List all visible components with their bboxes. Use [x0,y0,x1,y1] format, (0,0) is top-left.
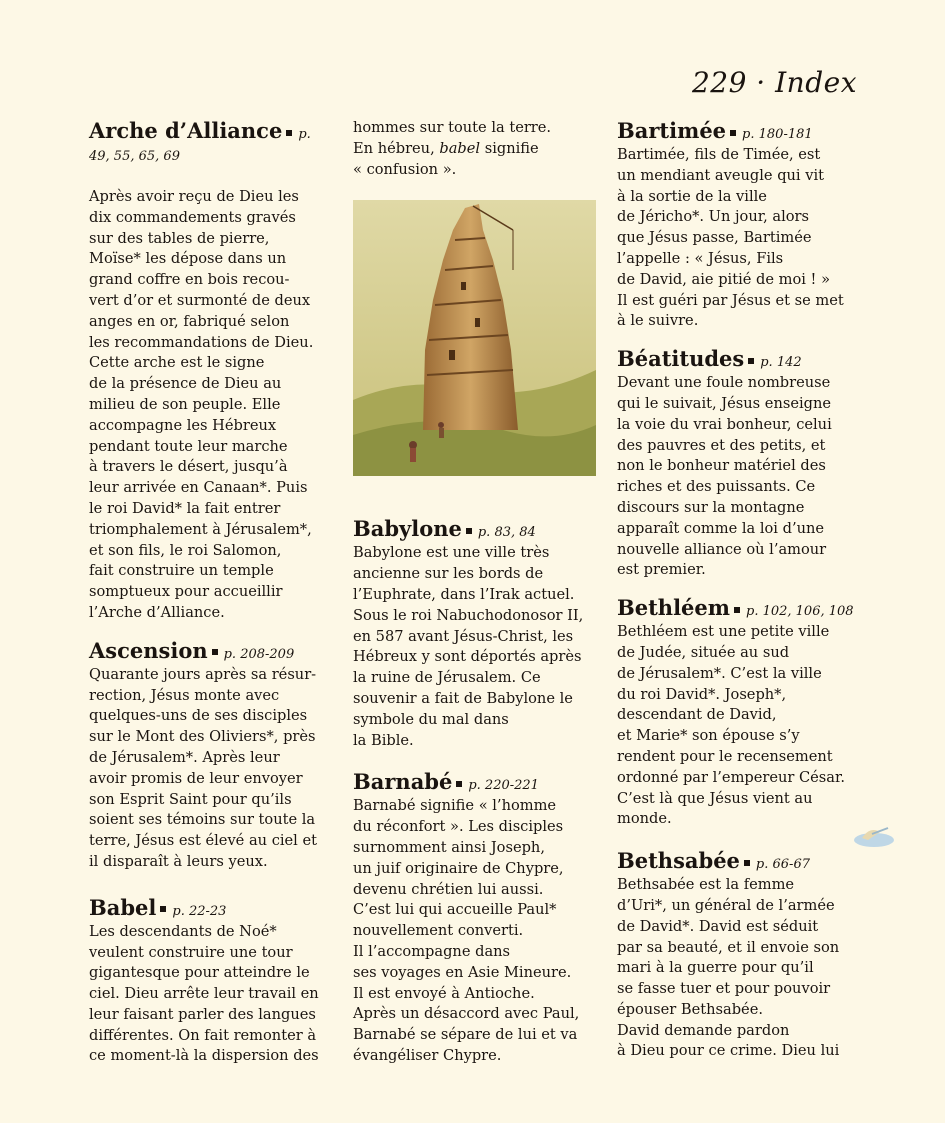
entry-title: Barnabé [353,769,453,795]
page-reference: p. 220-221 [468,778,539,794]
entry-title: Béatitudes [617,346,745,372]
page-reference: p. 180-181 [742,127,813,142]
entry-body: Bartimée, fils de Timée, est un mendiant aveugle qui vit à la sortie de la ville de Jéricho*. Un jour, alors que Jésus passe, Bartimée l’appelle : « Jésus, Fils de David, aie pitié de moi ! » Il est guéri par Jésus et se met à le suivre. [617,146,844,330]
bullet-icon [160,906,166,912]
page-reference: p. 102, 106, 108 [746,604,854,620]
column-1 [89,118,331,1081]
entry-bethleem [617,595,859,830]
entry-title: Babel [89,894,157,920]
column-3 [617,118,859,1076]
angel-ornament-icon [850,822,898,850]
entry-babylone [353,516,598,751]
entry-body: Quarante jours après sa résur- rection, Jésus monte avec quelques-uns de ses disciples sur le Mont des Oliviers*, près de Jérusalem*. Après leur avoir promis de leur envoyer son Esprit Saint pour qu’ils soient ses témoins sur toute la terre, Jésus est élevé au ciel et il disparaît à leurs yeux. [89,665,317,870]
bullet-icon [466,528,472,534]
bullet-icon [456,781,462,787]
bullet-icon [734,607,740,613]
page-header [692,66,857,99]
bullet-icon [286,130,292,136]
entry-babel [89,895,331,1068]
entry-body: Les descendants de Noé* veulent construire une tour gigantesque pour atteindre le ciel. Dieu arrête leur travail en leur faisant parler des langues différentes. On fait remonter à ce moment-là la dispersion des [89,922,319,1065]
entry-beatitudes [617,346,859,581]
italic-term: babel [439,139,481,157]
entry-title: Ascension [89,637,208,663]
bullet-icon [212,649,218,655]
body-text: hommes sur toute la terre. En hébreu, [353,119,552,157]
entry-body-continued [353,118,598,180]
entry-body: Devant une foule nombreuse qui le suivait, Jésus enseigne la voie du vrai bonheur, celui des pauvres et des petits, et non le bonheur matériel des riches et des puissants. Ce discours sur la montagne apparaît comme la loi d’une nouvelle alliance où l’amour est premier. [617,374,832,579]
tower-of-babel-image [353,200,596,476]
section-title: Index [775,66,857,99]
entry-title: Arche d’Alliance [89,118,283,143]
entry-body: Bethléem est une petite ville de Judée, située au sud de Jérusalem*. C’est la ville du roi David*. Joseph*, descendant de David, et Marie* son épouse s’y rendent pour le recensement ordonné par l’empereur César. C’est là que Jésus vient au monde. [617,623,846,828]
entry-body: Après avoir reçu de Dieu les dix commandements gravés sur des tables de pierre, Moïse* les dépose dans un grand coffre en bois recou- vert d’or et surmonté de deux anges en or, fabriqué selon les recommandations de Dieu. Cette arche est le signe de la présence de Dieu au milieu de son peuple. Elle accompagne les Hébreux pendant toute leur marche à travers le désert, jusqu’à leur arrivée en Canaan*. Puis le roi David* la fait entrer triomphalement à Jérusalem*, et son fils, le roi Salomon, fait construire un temple somptueux pour accueillir l’Arche d’Alliance. [89,188,314,621]
page-reference: p. 83, 84 [477,525,536,541]
page-reference: p. 66-67 [755,857,810,873]
page-reference: p. 22-23 [172,903,227,919]
entry-title: Bethléem [617,595,730,621]
column-2 [353,118,598,1081]
body-text: signifie « confusion ». [353,139,539,178]
bullet-icon [744,860,750,866]
entry-title: Bartimée [617,118,727,143]
page-reference: p. 49, 55, 65, 69 [89,127,311,164]
page-number: 229 [691,66,747,99]
page-reference: p. 208-209 [223,646,295,662]
entry-body: Babylone est une ville très ancienne sur les bords de l’Euphrate, dans l’Irak actuel. Sous le roi Nabuchodonosor II, en 587 avant Jésus-Christ, les Hébreux y sont déportés après la ruine de Jérusalem. Ce souvenir a fait de Babylone le symbole du mal dans la Bible. [353,544,584,749]
entry-title: Bethsabée [617,848,740,874]
tower-of-babel-illustration [353,200,596,476]
entry-arche-d-alliance [89,118,331,624]
entry-title: Babylone [353,516,462,542]
entry-bethsabee [617,848,859,1062]
entry-ascension [89,638,331,873]
bullet-icon [730,130,736,136]
page-reference: p. 142 [760,355,802,371]
entry-body: Barnabé signifie « l’homme du réconfort ». Les disciples surnomment ainsi Joseph, un juif originaire de Chypre, devenu chrétien lui aussi. C’est lui qui accueille Paul* nouvellement converti. Il l’accompagne dans ses voyages en Asie Mineure. Il est envoyé à Antioche. Après un désaccord avec Paul, Barnabé se sépare de lui et va évangéliser Chypre. [353,797,580,1064]
entry-body: Bethsabée est la femme d’Uri*, un général de l’armée de David*. David est séduit par sa beauté, et il envoie son mari à la guerre pour qu’il se fasse tuer et pour pouvoir épouser Bethsabée. David demande pardon à Dieu pour ce crime. Dieu lui [617,876,840,1060]
entry-barnabe [353,769,598,1066]
bullet-icon [748,358,754,364]
entry-bartimee [617,118,859,332]
header-separator: · [756,66,766,99]
